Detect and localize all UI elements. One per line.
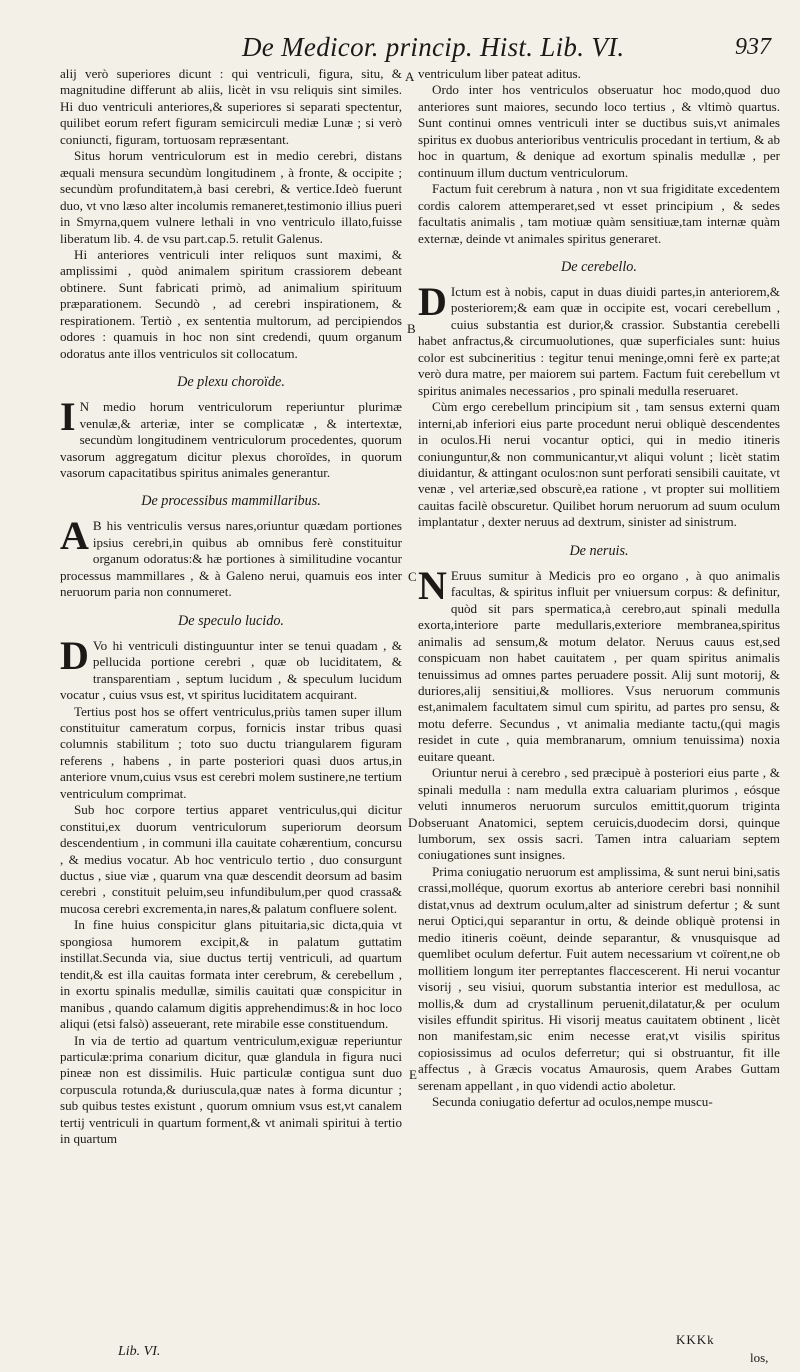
drop-cap: A [60, 513, 89, 559]
margin-marker-c: C [408, 569, 417, 584]
paragraph: Sub hoc corpore tertius apparet ventriculus,qui dicitur constitui,ex duorum ventriculorum superiorum deorsum descendentium , in communi illa cauitate cohærentium, concursu , & medius vocatur. Ab hoc ventriculo tertio , duo consurgunt ductus , siue viæ , quarum vna quæ descendit deorsum ad basim cerebri , constituit peluim,seu infundibulum,per quod crassa& mucosa cerebri excrementa,in nares,& palatum confluere solent. [60, 802, 402, 916]
footer-book-label: Lib. VI. [118, 1344, 161, 1359]
drop-cap: I [60, 394, 76, 440]
paragraph: Prima coniugatio neruorum est amplissima, & sunt nerui bini,satis crassi,molléque, quorum exortus ab anteriore cerebri basi nonnihil distat,vnus ad dextrum oculum,alter ad sinistrum defertur ; & sunt nerui Optici,qui separantur in ortu, & deinde obliquè protensi in medio itineris coëunt, deinde separantur, & vnusquisque ad quemlibet oculum defertur. Fuit autem necessarium vt coïrent,ne ob mollitiem longum iter perreptantes flaccescerent. Hi nerui vocantur visorij , seu visiui, quorum substantia interior est medullosa, ac mollis,& dum ad crystallinum peruenit,dilatatur,& per oculum visiles effundit spiritus. Hi visorij meatus cauitatem obtinent , licèt non manifestam,sic enim necesse erat,vt visilis spiritus copiosissimus ad oculos deferretur; qui si obstruantur, fit ille affectus , à Græcis vocatus Amaurosis, quem Arabes Guttam serenam appellant , in quo videndi actio aboletur. [418, 863, 780, 1093]
paragraph: In via de tertio ad quartum ventriculum,exiguæ reperiuntur particulæ:prima conarium dicitur, quæ glandula in figura nuci pineæ non est dissimilis. Huic particulæ contigua sunt duo corpuscula rotunda,& duriuscula,quæ nates à forma dicuntur ; sub quibus testes existunt , quorum omnium vsus est,vt canalem tertij ventriculi in quartum forment,& vt animali spiritui à tertio in quartum [60, 1032, 402, 1147]
paragraph: In fine huius conspicitur glans pituitaria,sic dicta,quia vt spongiosa humorem excipit,& in palatum guttatim instillat.Secunda via, siue ductus tertij ventriculi, ad quartum tendit,& est illa cauitas formata inter cerebrum, & cerebellum , in exortu spinalis medullæ, similis cauitati quæ conspicitur in manibus , quando calamum digitis apprehendimus:& in hoc loco aliqui (etsi falsò) asseuerant, rete mirabile esse constituendum. [60, 917, 402, 1032]
paragraph: Factum fuit cerebrum à natura , non vt sua frigiditate excedentem cordis calorem attemperaret,sed vt esset principium , & sedes facultatis animalis , tam motiuæ quàm sensitiuæ,tam internæ quàm externæ, deinde vt animales spiritus generaret. [418, 181, 780, 246]
paragraph: alij verò superiores dicunt : qui ventriculi, figura, situ, & magnitudine differunt ab aliis, licèt in vsu reliquis sint similes. Hi duo ventriculi anteriores,& superiores si separati spectentur, quilibet eorum refert figuram semicirculi mediæ Lunæ ; si verò coniuncti, figuram, tortuosam repræsentant. [60, 66, 402, 147]
paragraph: ventriculum liber pateat aditus. [418, 66, 581, 81]
section-heading: De processibus mammillaribus. [141, 493, 321, 510]
section-heading: De neruis. [569, 542, 629, 559]
drop-cap: N [418, 562, 447, 608]
paragraph [60, 513, 402, 600]
running-head [0, 30, 800, 66]
paragraph-text: Ictum est à nobis, caput in duas diuidi partes,in anteriorem,& posteriorem;& eam quæ in occipite est, vocari cerebellum , cuius substantia est durior,& crassior. Substantia cerebelli habet anfractus,& circumuolutiones, quæ superficiales sunt: huius color est subcineritius : tegitur tenui meninge,omni ferè ex parte;at verò dura matre, per maiorem sui partem. Factum fuit cerebellum vt spiritus animales necessarios , pro spinali medulla reseruaret. [418, 283, 780, 398]
section-heading: De speculo lucido. [178, 612, 284, 629]
section-heading: De cerebello. [561, 258, 637, 275]
margin-marker-a: A [405, 69, 415, 84]
paragraph: Tertius post hos se offert ventriculus,priùs tamen super illum constituitur cameratum corpus, fornicis instar tribus quasi columnis stabilitum ; toto suo ductu triangularem figuram referens , habens , in parte posteriori quasi duos artus,in anteriore vnum,cuius vsus est cerebri molem sustinere,ne tertium ventriculum comprimat. [60, 703, 402, 801]
section-heading: De plexu choroïde. [177, 374, 285, 391]
paragraph-text: Vo hi ventriculi distinguuntur inter se tenui quadam , & pellucida portione cerebri , quæ ob luciditatem, & transparentiam , septum lucidum , & speculum lucidum vocatur , cuius vsus est, vt spiritus luciditatem acquirant. [60, 637, 402, 703]
paragraph: Secunda coniugatio defertur ad oculos,nempe muscu- [432, 1094, 713, 1110]
paragraph: Situs horum ventriculorum est in medio cerebri, distans æquali mensura secundùm longitudinem , à fronte, & occipite ; secundùm profunditatem,à basi cerebri, & vertice.Ideò fuerunt duo, vt vno læso alter incolumis remaneret,testimonio illius pueri in Smyrna,quem vulnere lethali in vno ventriculo illato,fuisse liberatum lib. 4. de vsu part.cap.5. retulit Galenus. [60, 148, 402, 246]
paragraph: Oriuntur nerui à cerebro , sed præcipuè à posteriori eius parte , & spinali medulla : nam medulla extra caluariam plurimos , eósque veluti innumeros neruorum surculos emittit,quorum triginta obseruant Anatomici, septem ceruicis,duodecim dorsi, quinque lumborum, sex ossis sacri. Tamen intra caluariam septem coniugationes sunt insignes. [418, 765, 780, 863]
paragraph-text: Eruus sumitur à Medicis pro eo organo , à quo animalis facultas, & spiritus influit per vniuersum corpus: & definitur, quòd sit pars spermatica,à cerebro,aut spinali medulla exorta,interiore parte medullaris,exteriore membranea,spiritus animalis ad sensum,& motum delator. Neruus cauus est,sed conspicuam non habet cauitatem , per quam spiritus animalis tenuissimus ad omnes partes peruadere possit. Alij sunt motorij, & duriores,alij sensitiui,& molliores. Vsus neruorum communis est,animalem facultatem simul cum spiritu, ad partes pro sensu, & motu deferre. Secundus , vt animalia mediante tactu,(qui magis residet in cute , quia membranarum, omnium tenuissima) noxia euitare queant. [418, 567, 780, 764]
right-column [418, 66, 780, 1111]
paragraph: Ordo inter hos ventriculos obseruatur hoc modo,quod duo anteriores sunt maiores, secundo loco tertius , & vltimò quartus. Sunt continui omnes ventriculi inter se ductibus suis,vt animales spiritus ex duobus anterioribus ventriculis procedant in tertium, & ab hoc in quartum, & denique ad exortum spinalis medullæ , per continuum illum ductum ventriculorum. [418, 82, 780, 180]
paragraph [60, 394, 402, 481]
drop-cap: D [60, 632, 89, 678]
drop-cap: D [418, 278, 447, 324]
running-head-title: De Medicor. princip. Hist. Lib. VI. [242, 32, 625, 62]
paragraph-text: B his ventriculis versus nares,oriuntur quædam portiones ipsius cerebri,in quibus ab omnibus ferè constituitur organum odoratus:& hæ portiones à similitudine vocantur processus mammillares , & à Galeno nerui, quamuis eos inter neruorum paria non connumeret. [60, 518, 402, 600]
catchword: los, [750, 1350, 769, 1365]
signature-mark: KKKk [676, 1332, 715, 1347]
paragraph [418, 278, 780, 399]
paragraph: Hi anteriores ventriculi inter reliquos sunt maximi, & amplissimi , quòd animalem spiritum crassiorem debeant obtinere. Sunt fabricati primò, ad animalium spirituum præparationem. Secundò , ad cerebri inspirationem, & respirationem. Tertiò , ex sententia multorum, ad percipiendos odores : quamuis in hoc non sint credendi, quum organum odoratus ante illos ventriculos sit collocatum. [60, 246, 402, 361]
margin-marker-e: E [409, 1067, 417, 1082]
paragraph [418, 562, 780, 765]
margin-marker-d: D [408, 815, 418, 830]
paragraph: Cùm ergo cerebellum principium sit , tam sensus externi quam interni,ab inferiori eius parte procedunt nerui obliquè descendentes in oculos.Hi nerui vocantur optici, qui in medio itineris coniunguntur,& non communicantur,vt aliqui volunt ; licèt statim diuidantur, & attingant oculos:non sunt perforati sensibili cauitate, vt venæ , vel arteriæ,sed obscurè,ea ratione , vt propter sui mollitiem cauitas facilè obscuretur. Quilibet horum neruorum ad suum oculum implantatur , dexter neruus ad dextrum, sinister ad sinistrum. [418, 399, 780, 530]
paragraph-text: N medio horum ventriculorum reperiuntur plurimæ venulæ,& arteriæ, inter se complicatæ , & intertextæ, secundùm longitudinem ventriculorum procedentes, quorum vasorum aggregatum dicitur plexus choroïdes, in quorum vasorum capacitatibus spiritus animales generantur. [60, 399, 402, 480]
paragraph [60, 632, 402, 704]
page-number: 937 [735, 34, 771, 60]
margin-marker-b: B [407, 321, 416, 336]
left-column [60, 66, 402, 1148]
